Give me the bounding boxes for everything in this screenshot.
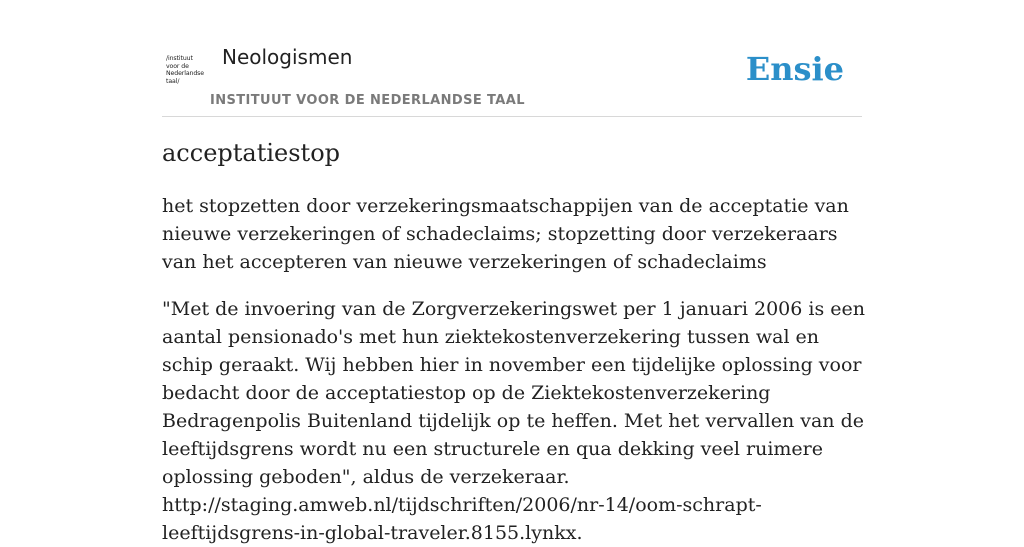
logo-line: taal/ — [166, 77, 180, 85]
site-subtitle: INSTITUUT VOOR DE NEDERLANDSE TAAL — [210, 93, 525, 108]
entry-definition: het stopzetten door verzekeringsmaatschappijen van de acceptatie van nieuwe verzekeringen of schadeclaims; stopzetting door verzekeraars van het accepteren van nieuwe verzekeringen of schadeclaims — [162, 195, 849, 273]
site-title[interactable]: Neologismen — [222, 45, 353, 69]
site-header — [162, 0, 862, 117]
entry-term: acceptatiestop — [162, 139, 341, 167]
entry-quote: "Met de invoering van de Zorgverzekeringswet per 1 januari 2006 is een aantal pensionado's met hun ziektekostenverzekering tussen wal en schip geraakt. Wij hebben hier in november een tijdelijke oplossing voor bedacht door de acceptatiestop op de Ziektekostenverzekering Bedragenpolis Buitenland tijdelijk op te heffen. Met het vervallen van de leeftijdsgrens wordt nu een structurele en qua dekking veel ruimere oplossing geboden", aldus de verzekeraar. http://staging.amweb.nl/tijdschriften/2006/nr-14/oom-schrapt-leeftijdsgrens-in-global-traveler.8155.lynkx. — [162, 298, 865, 544]
institute-logo[interactable] — [166, 55, 208, 89]
logo-line: /instituut — [166, 55, 193, 62]
logo-line: voor de — [166, 62, 189, 70]
ensie-brand-logo[interactable]: Ensie — [745, 50, 844, 88]
logo-line: Nederlandse — [166, 70, 205, 78]
